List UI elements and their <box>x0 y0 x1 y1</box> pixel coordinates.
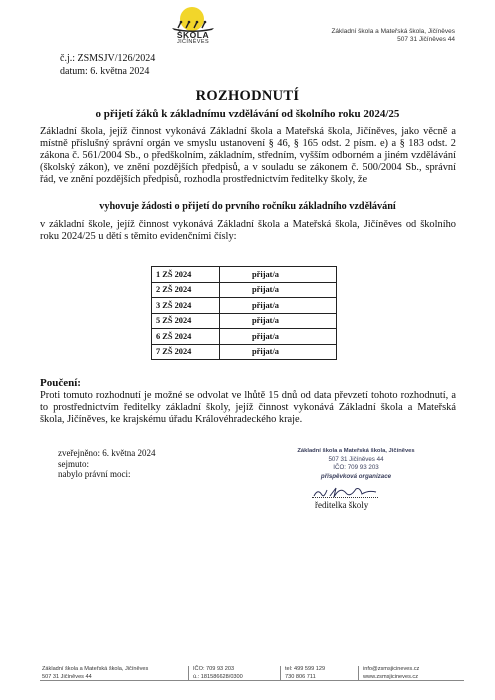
admission-status: přijat/a <box>220 267 337 283</box>
verdict-line: vyhovuje žádosti o přijetí do prvního ročníku základního vzdělávání <box>99 201 396 212</box>
document-date: datum: 6. května 2024 <box>60 65 150 77</box>
published-date: zveřejněno: 6. května 2024 <box>58 448 156 458</box>
footer-contacts <box>358 666 419 681</box>
registration-number: 2 ZŠ 2024 <box>152 282 220 298</box>
footer-ids <box>188 666 243 681</box>
footer-ico: IČO: 709 93 203 <box>193 666 235 672</box>
decision-paragraph: Základní škola, jejíž činnost vykonává Základní škola a Mateřská škola, Jičíněves, jako věcně a místně příslušný správní orgán ve smyslu ustanovení § 46, § 165 odst. 2 písm. e) a § 183 odst. 2 zákona č. 561/2004 Sb., o předškolním, základním, středním, vyšším odborném a jiném vzdělávání (školský zákon), ve znění pozdějších předpisů, a v souladu se zákonem č. 500/2004 Sb., správní řád, ve znění pozdějších předpisů, rozhodla prostřednictvím ředitelky školy, že <box>40 126 456 186</box>
admission-status: přijat/a <box>220 313 337 329</box>
effective-date: nabylo právní moci: <box>58 469 131 479</box>
results-table <box>151 266 337 360</box>
registration-number: 5 ZŠ 2024 <box>152 313 220 329</box>
publication-info <box>58 448 155 480</box>
footer-address-line1: Základní škola a Mateřská škola, Jičíněves <box>42 666 149 672</box>
footer-address-line2: 507 31 Jičíněves 44 <box>42 673 92 680</box>
admission-status: přijat/a <box>220 298 337 314</box>
removed-date: sejmuto: <box>58 458 89 469</box>
table-row <box>152 267 337 283</box>
footer-phones <box>280 666 325 681</box>
official-stamp <box>281 447 431 481</box>
table-row <box>152 344 337 360</box>
header-address-line2: 507 31 Jičíněves 44 <box>397 36 455 43</box>
footer-account: ú.: 181586628/0300 <box>193 673 243 680</box>
header-address-line1: Základní škola a Mateřská škola, Jičíněves <box>331 28 455 35</box>
table-row <box>152 282 337 298</box>
footer-email: info@zsmsjicineves.cz <box>363 666 420 672</box>
reference-number: č.j.: ZSMSJV/126/2024 <box>60 53 156 64</box>
instruction-heading: Poučení: <box>40 377 81 389</box>
document-meta <box>60 53 155 78</box>
logo-place: JIČÍNĚVES <box>176 39 210 45</box>
table-row <box>152 329 337 345</box>
admission-status: přijat/a <box>220 282 337 298</box>
stamp-line1: Základní škola a Mateřská škola, Jičíněves <box>297 448 415 454</box>
school-logo <box>170 6 216 46</box>
stamp-line3: IČO: 709 93 203 <box>333 464 379 471</box>
registration-number: 6 ZŠ 2024 <box>152 329 220 345</box>
table-row <box>152 298 337 314</box>
admission-status: přijat/a <box>220 344 337 360</box>
header-address <box>331 28 455 44</box>
stamp-line4: příspěvková organizace <box>320 472 392 480</box>
signer-title: ředitelka školy <box>315 500 369 510</box>
footer-phone1: tel: 499 599 129 <box>285 666 326 672</box>
document-title: ROZHODNUTÍ <box>195 88 300 104</box>
footer-phone2: 730 806 711 <box>285 673 316 680</box>
document-subtitle: o přijetí žáků k základnímu vzdělávání od školního roku 2024/25 <box>95 108 400 120</box>
instruction-paragraph: Proti tomuto rozhodnutí je možné se odvolat ve lhůtě 15 dnů od data převzetí tohoto rozhodnutí, a to prostřednictvím ředitelky základní školy, jejíž činnost vykonává Základní škola a Mateřská škola, Jičíněves, ke krajskému úřadu Královéhradeckého kraje. <box>40 390 456 426</box>
stamp-line2: 507 31 Jičíněves 44 <box>328 455 384 463</box>
footer-website: www.zsmsjicineves.cz <box>363 673 419 680</box>
registration-number: 7 ZŠ 2024 <box>152 344 220 360</box>
registration-number: 1 ZŠ 2024 <box>152 267 220 283</box>
admission-status: přijat/a <box>220 329 337 345</box>
registration-number: 3 ZŠ 2024 <box>152 298 220 314</box>
signature-line <box>312 497 378 498</box>
scope-paragraph: v základní škole, jejíž činnost vykonává Základní škola a Mateřská škola, Jičíněves od školního roku 2024/25 u dětí s těmito evidenčními čísly: <box>40 219 456 243</box>
table-row <box>152 313 337 329</box>
logo-name: ŠKOLA <box>176 30 210 40</box>
footer-address <box>42 666 148 681</box>
